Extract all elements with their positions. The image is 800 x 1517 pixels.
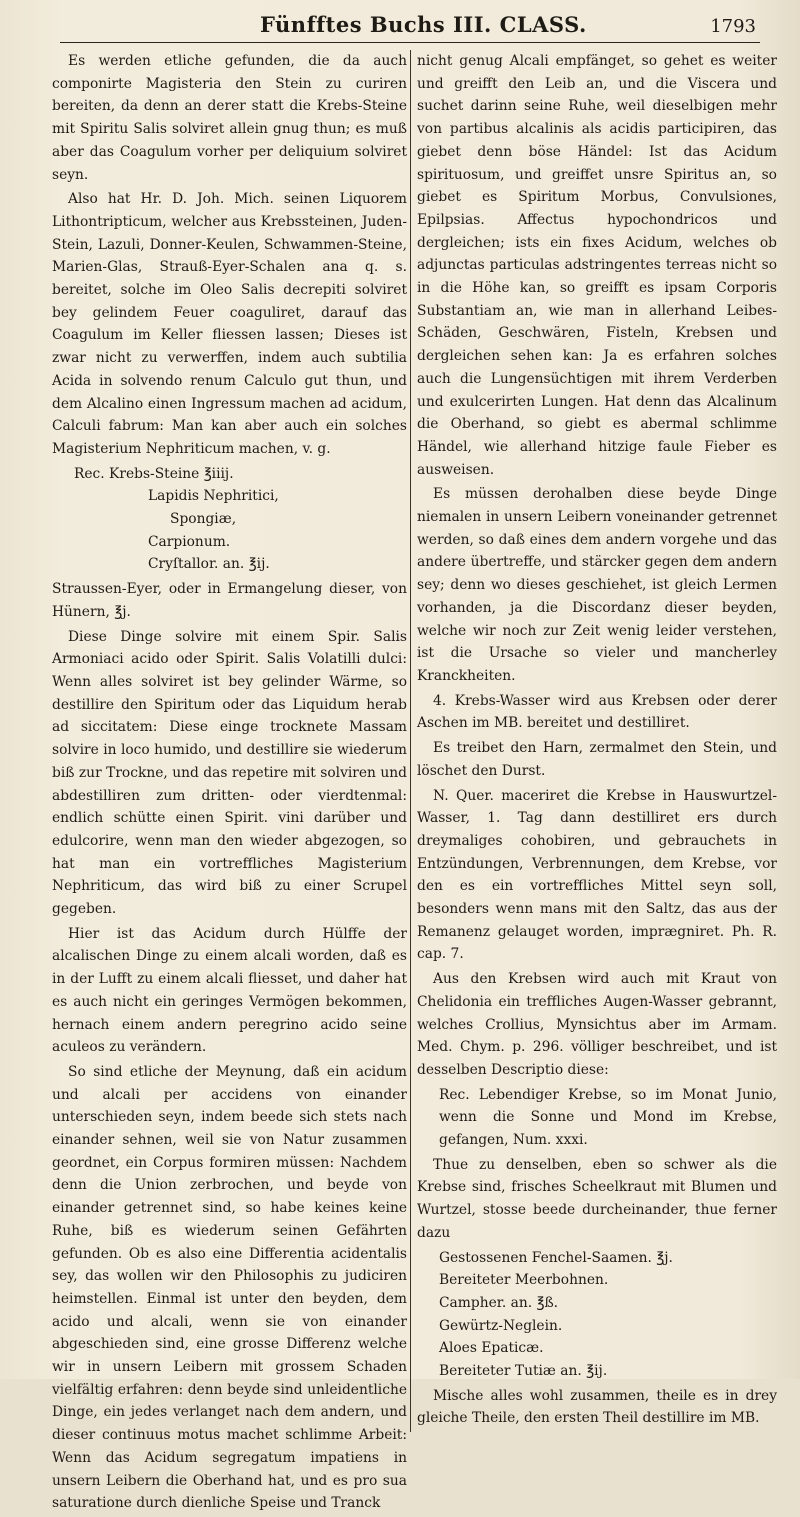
recipe-block [417,1084,777,1152]
paragraph: Aus den Krebsen wird auch mit Kraut von Chelidonia ein treffliches Augen-Wasser gebrannt, welches Crollius, Mynsichtus aber im Armam. Med. Chym. p. 296. völliger beschreibet, und ist desselben Descriptio diese: [417,971,777,1078]
recipe-line: Rec. Krebs-Steine ℥iiij. [74,465,234,482]
recipe-line: Campher. an. ℥ß. [439,1294,559,1311]
paragraph: nicht genug Alcali empfänget, so gehet es weiter und greifft den Leib an, und die Viscera und suchet darinn seine Ruhe, weil dieselbigen mehr von partibus alcalinis als acidis participiren, das giebet denn böse Händel: Ist das Acidum spirituosum, und greiffet unsre Spiritus an, so giebet es Spiritum Morbus, Convulsiones, Epilpsias. Affectus hypochondricos und dergleichen; ists ein fixes Acidum, welches ob adjunctas particulas adstringentes terreas nicht so in die Höhe kan, so greifft es ipsam Corporis Substantiam an, wie man in allerhand Leibes-Schäden, Geschwären, Fisteln, Krebsen und dergleichen sehen kan: Ja es erfahren solches auch die Lungensüchtigen mit ihrem Verderben und exulcerirten Lungen. Hat denn das Alcalinum die Oberhand, so giebt es abermal schlimme Händel, wie allerhand hitzige faule Fieber es ausweisen. [417,53,777,478]
paragraph: Thue zu denselben, eben so schwer als die Krebse sind, frisches Scheelkraut mit Blumen und Wurtzel, stosse beede durcheinander, thue ferner dazu [417,1156,777,1241]
running-head: Fünfftes Buchs III. CLASS. [260,12,587,37]
paragraph: Es werden etliche gefunden, die da auch componirte Magisteria den Stein zu curiren bereiten, da denn an derer statt die Krebs-Steine mit Spiritu Salis solviret allein gnug thun; es muß aber das Coagulum vorher per deliquium solviret seyn. [52,53,407,183]
paragraph: 4. Krebs-Wasser wird aus Krebsen oder derer Aschen im MB. bereitet und destilliret. [417,692,777,732]
recipe-line: Bereiteter Meerbohnen. [439,1272,609,1289]
right-column [410,50,777,1432]
recipe-line: Cryſtallor. an. ℥ij. [148,556,270,573]
paragraph: So sind etliche der Meynung, daß ein acidum und alcali per accidens von einander unterschieden seyn, indem beede sich stets nach einander sehnen, weil sie von Natur zusammen geordnet, ein Corpus formiren müssen: Nachdem denn die Union zerbrochen, und beyde von einander getrennet sind, so habe keines keine Ruhe, biß es wiederum seinen Gefährten gefunden. Ob es also eine Differentia acidentalis sey, das wollen wir den Philosophis zu judiciren heimstellen. Einmal ist unter den beyden, dem acido und alcali, wenn sie von einander abgeschieden sind, eine grosse Differenz welche wir in unsern Leibern mit grossem Schaden vielfältig erfahren: denn beyde sind unleidentliche Dinge, ein jedes verlanget nach dem andern, und dieser continuus motus machet schlimme Arbeit: Wenn das Acidum segregatum impatiens in unsern Leibern die Oberhand hat, und es pro sua saturatione durch dienliche Speise und Tranck [52,1063,407,1512]
page-header [60,10,760,43]
paragraph: Es müssen derohalben diese beyde Dinge niemalen in unsern Leibern voneinander getrennet werden, so daß eines dem andern vorgehe und das andere übertreffe, und stärcker gegen dem andern sey; denn wo dieses geschiehet, ist gleich Lermen vorhanden, ja die Discordanz dieser beyden, welche wir noch zur Zeit wenig leider verstehen, ist die Ursache so vieler und mancherley Kranckheiten. [417,486,777,684]
paragraph: Also hat Hr. D. Joh. Mich. seinen Liquorem Lithontripticum, welcher aus Krebssteinen, Juden-Stein, Lazuli, Donner-Keulen, Schwammen-Steine, Marien-Glas, Strauß-Eyer-Schalen ana q. s. bereitet, solche im Oleo Salis decrepiti solviret bey gelindem Feuer coaguliret, darauf das Coagulum im Keller fliessen lassen; Dieses ist zwar nicht zu verwerffen, indem auch subtilia Acida in solvendo renum Calculo gut thun, und dem Alcalino einen Ingressum machen ad acidum, Calculi fabrum: Man kan aber auch ein solches Magisterium Nephriticum machen, v. g. [52,191,407,457]
recipe-block [417,1247,777,1383]
paragraph: Diese Dinge solvire mit einem Spir. Salis Armoniaci acido oder Spirit. Salis Volatilli dulci: Wenn alles solviret ist bey gelinder Wärme, so destillire den Spiritum oder das Liquidum herab ad siccitatem: Diese einge trocknete Massam solvire in loco humido, und destillire sie wiederum biß zur Trockne, und das repetire mit solviren und abdestilliren zum dritten- oder vierdtenmal: endlich schütte einen Spirit. vini darüber und edulcorire, wenn man den wieder abgezogen, so hat man ein vortreffliches Magisterium Nephriticum, das wird biß zu einer Scrupel gegeben. [52,628,407,918]
paragraph: Straussen-Eyer, oder in Ermangelung dieser, von Hünern, ℥j. [52,581,407,620]
recipe-line: Gestossenen Fenchel-Saamen. ℥j. [439,1249,673,1266]
recipe-line: Carpionum. [148,533,231,550]
recipe-line: Gewürtz-Neglein. [439,1317,563,1334]
paragraph: Hier ist das Acidum durch Hülffe der alcalischen Dinge zu einem alcali worden, daß es in der Lufft zu einem alcali fliesset, und daher hat es auch nicht ein geringes Vermögen bekommen, hernach einem andern peregrino acido seine aculeos zu verändern. [52,925,407,1056]
paragraph: Mische alles wohl zusammen, theile es in drey gleiche Theile, den ersten Theil destillire im MB. [417,1387,777,1427]
page-number: 1793 [710,16,756,37]
paragraph: N. Quer. maceriret die Krebse in Hauswurtzel-Wasser, 1. Tag dann destilliret ers durch dreymaliges cohobiren, und gebrauchets in Entzündungen, Verbrennungen, dem Krebse, vor den es ein vortreffliches Mittel seyn soll, besonders wenn mans mit den Saltz, das aus der Remanenz gelauget worden, imprægniret. Ph. R. cap. 7. [417,787,777,963]
recipe-line: Spongiæ, [170,511,237,528]
recipe-line: Bereiteter Tutiæ an. ℥ij. [439,1363,608,1380]
left-column [52,50,407,1517]
recipe-line: Lapidis Nephritici, [148,488,279,505]
paragraph: Es treibet den Harn, zermalmet den Stein, und löschet den Durst. [417,740,777,779]
recipe-line: Aloes Epaticæ. [439,1340,544,1357]
recipe-block [52,463,407,577]
recipe-line: Rec. Lebendiger Krebse, so im Monat Junio, wenn die Sonne und Mond im Krebse, gefangen, Num. xxxi. [439,1086,777,1149]
